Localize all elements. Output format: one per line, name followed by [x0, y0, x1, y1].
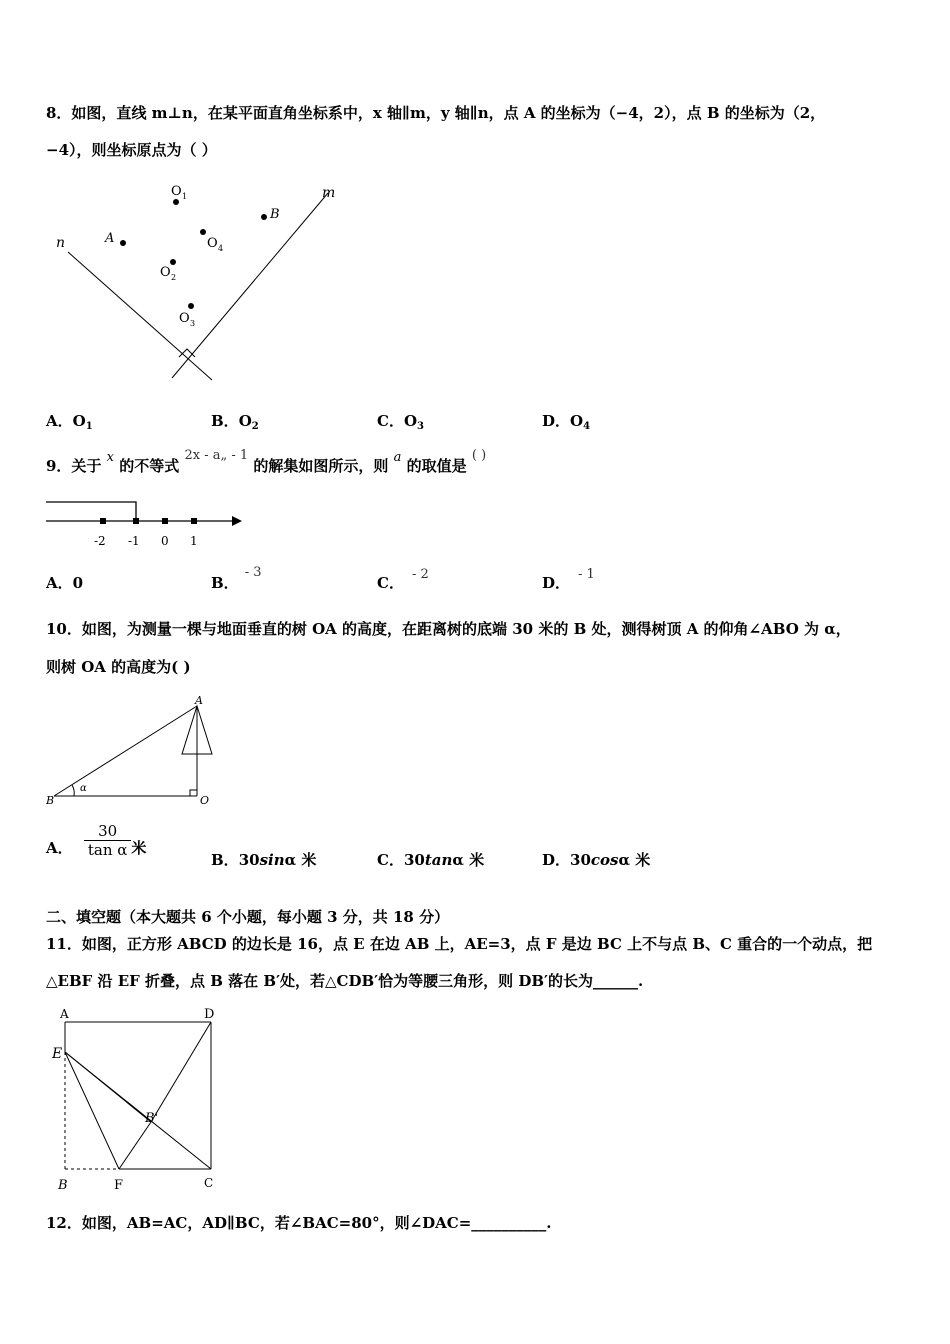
label-m: m [322, 185, 336, 201]
q11-line1: 11．如图，正方形 ABCD 的边长是 16，点 E 在边 AB 上，AE=3，点 F 是边 BC 上不与点 B、C 重合的一个动点，把 [46, 935, 873, 953]
q9-line: 9．关于 x 的不等式 2x - a„ - 1 的解集如图所示，则 a 的取值是 ( ) [46, 448, 487, 475]
point-A [120, 240, 126, 246]
point-O1 [173, 199, 179, 205]
q10-line2: 则树 OA 的高度为( ) [46, 658, 191, 676]
right-angle-mark [190, 790, 197, 796]
q8-option-b[interactable]: B．$O_2$ [211, 412, 259, 432]
tick-label: -1 [128, 534, 140, 548]
q8-figure [50, 175, 350, 390]
q8-line1: 8．如图，直线 m⊥n，在某平面直角坐标系中，x 轴∥m，y 轴∥n，点 A 的坐标为（−4，2），点 B 的坐标为（2， [46, 104, 826, 122]
q9-option-b[interactable]: B．- 3 [211, 565, 262, 592]
svg-text:α: α [80, 783, 87, 794]
svg-text:B': B' [145, 1111, 159, 1126]
point-O3 [188, 303, 194, 309]
q9-option-c[interactable]: C． - 2 [377, 567, 429, 592]
svg-text:O: O [200, 794, 210, 807]
point-B [261, 214, 267, 220]
label-O2: O [160, 265, 171, 280]
q10-figure [44, 692, 224, 810]
label-A: A [105, 231, 115, 246]
tick-label: -2 [94, 534, 106, 548]
q8-option-c[interactable]: C．$O_3$ [377, 412, 424, 432]
svg-text:F: F [114, 1178, 124, 1193]
q10-option-b[interactable]: B．30sinα 米 [211, 851, 317, 869]
arrow-head [232, 516, 242, 526]
line-m [172, 193, 328, 378]
label-O3-sub: 3 [190, 319, 196, 328]
label-O1: O [171, 184, 182, 199]
label-O1-sub: 1 [182, 192, 188, 201]
q9-option-d[interactable]: D． - 1 [542, 567, 595, 592]
angle-arc [72, 785, 74, 796]
label-O4-sub: 4 [218, 244, 224, 253]
tick-label: 0 [161, 534, 169, 548]
line-n [68, 252, 212, 380]
q11-line2: △EBF 沿 EF 折叠，点 B 落在 B′处，若△CDB′恰为等腰三角形，则 DB′的长为______. [46, 972, 644, 990]
svg-text:A: A [60, 1007, 69, 1021]
label-O3: O [179, 311, 190, 326]
q10-option-d[interactable]: D．30cosα 米 [542, 851, 651, 869]
q10-option-a[interactable]: A． $\frac{30}{\text{tan α}}$ 米 [46, 822, 147, 859]
point-O4 [200, 229, 206, 235]
svg-text:B: B [46, 794, 55, 807]
tick-label: 1 [190, 534, 198, 548]
label-B: B [270, 207, 280, 222]
q8-option-d[interactable]: D．$O_4$ [542, 412, 591, 432]
q12-line1: 12．如图，AB=AC，AD∥BC，若∠BAC=80°，则∠DAC=__________. [46, 1214, 552, 1232]
svg-text:A: A [195, 694, 203, 707]
q8-option-a[interactable]: A．$O_1$ [46, 412, 93, 432]
q10-option-c[interactable]: C．30tanα 米 [377, 851, 485, 869]
q9-number-line [44, 494, 254, 550]
q8-line2: −4），则坐标原点为（ ） [46, 141, 217, 159]
svg-text:B: B [58, 1178, 68, 1193]
q11-figure [44, 1004, 234, 1196]
label-O4: O [207, 236, 218, 251]
svg-text:D: D [204, 1007, 215, 1022]
label-n: n [56, 235, 66, 251]
svg-text:E: E [52, 1046, 63, 1062]
q10-line1: 10．如图，为测量一棵与地面垂直的树 OA 的高度，在距离树的底端 30 米的 B 处，测得树顶 A 的仰角∠ABO 为 α， [46, 620, 851, 638]
svg-text:C: C [204, 1176, 214, 1190]
q9-option-a[interactable]: A．0 [46, 574, 84, 592]
section-title: 二、填空题（本大题共 6 个小题，每小题 3 分，共 18 分） [46, 908, 450, 926]
solution-bracket [46, 502, 136, 521]
label-O2-sub: 2 [171, 273, 177, 282]
point-O2 [170, 259, 176, 265]
